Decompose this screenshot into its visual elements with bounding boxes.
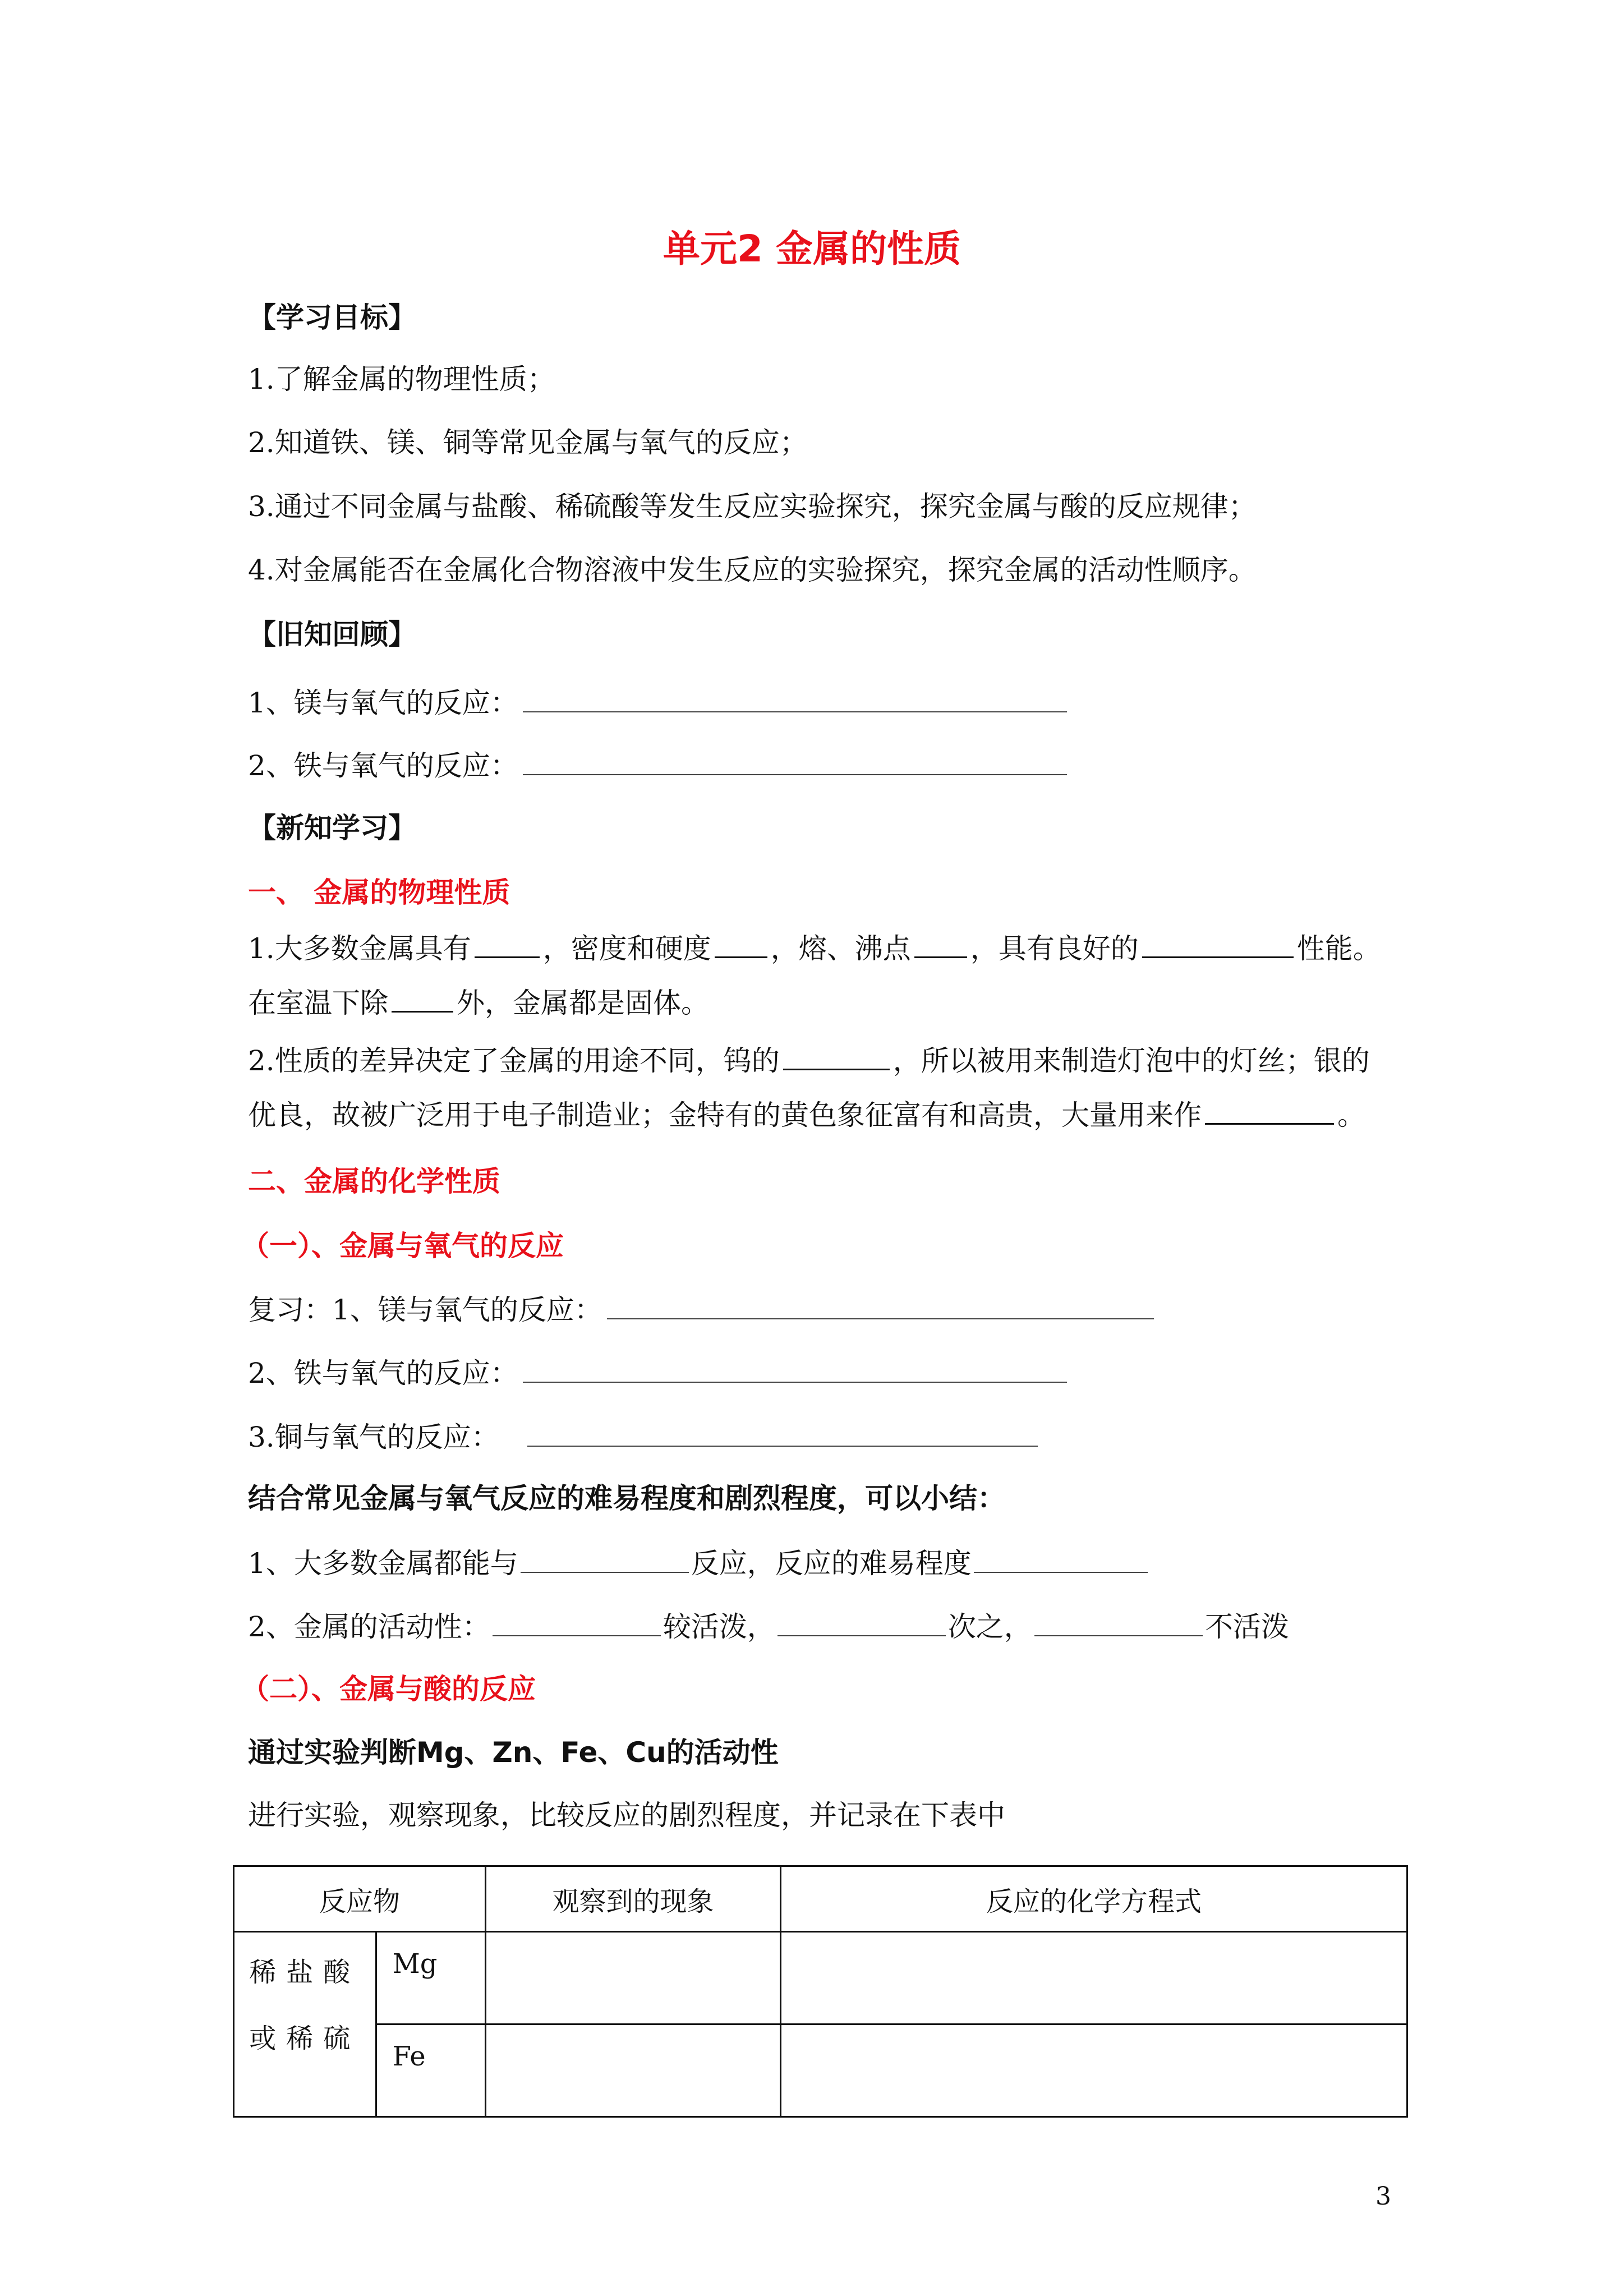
text: 。 — [1337, 1099, 1365, 1131]
paragraph — [248, 928, 1381, 966]
section-title: 一、 金属的物理性质 — [248, 876, 510, 909]
subsection-title: （二）、金属与酸的反应 — [241, 1673, 536, 1705]
summary-item — [248, 1544, 1150, 1581]
text: 性能。 — [1296, 932, 1381, 965]
experiment-heading: 通过实验判断Mg、Zn、Fe、Cu的活动性 — [248, 1736, 779, 1769]
text: ，密度和硬度 — [542, 932, 711, 965]
phenomenon-cell[interactable] — [486, 2024, 781, 2117]
goal-item: 1.了解金属的物理性质； — [248, 363, 555, 395]
text: 3.铜与氧气的反应： — [248, 1421, 499, 1453]
text: 优良，故被广泛用于电子制造业；金特有的黄色象征富有和高贵，大量用来作 — [248, 1099, 1202, 1131]
section-title: 二、金属的化学性质 — [248, 1165, 500, 1198]
answer-blank[interactable] — [521, 1544, 689, 1573]
phenomenon-cell[interactable] — [486, 1932, 781, 2024]
answer-blank[interactable] — [527, 1418, 1038, 1447]
experiment-intro: 进行实验，观察现象，比较反应的剧烈程度，并记录在下表中 — [248, 1799, 1005, 1832]
goal-item: 3.通过不同金属与盐酸、稀硫酸等发生反应实验探究，探究金属与酸的反应规律； — [248, 490, 1257, 523]
text: ，所以被用来制造灯泡中的灯丝；银的 — [892, 1045, 1370, 1077]
text: 次之， — [947, 1611, 1032, 1643]
review-item — [248, 683, 1067, 720]
text: 复习：1、镁与氧气的反应： — [248, 1294, 602, 1326]
equation-cell[interactable] — [781, 1932, 1407, 2024]
text: 1.大多数金属具有 — [248, 932, 471, 965]
answer-blank[interactable] — [715, 928, 767, 958]
answer-blank[interactable] — [493, 1607, 661, 1636]
goal-item: 2.知道铁、镁、铜等常见金属与氧气的反应； — [248, 426, 808, 459]
answer-blank[interactable] — [974, 1544, 1148, 1573]
paragraph — [248, 1041, 1370, 1078]
text: 在室温下除 — [248, 987, 388, 1019]
answer-blank[interactable] — [523, 683, 1067, 712]
text: 2、金属的活动性： — [248, 1611, 490, 1643]
new-heading: 【新知学习】 — [248, 812, 416, 844]
answer-blank[interactable] — [392, 983, 453, 1013]
goal-item: 4.对金属能否在金属化合物溶液中发生反应的实验探究，探究金属的活动性顺序。 — [248, 554, 1257, 586]
page-number: 3 — [1375, 2182, 1391, 2211]
text: 较活泼， — [663, 1611, 775, 1643]
text: 1、大多数金属都能与 — [248, 1547, 518, 1580]
review-item — [248, 1418, 1038, 1455]
answer-blank[interactable] — [523, 746, 1067, 775]
answer-blank[interactable] — [778, 1607, 946, 1636]
header-phenomenon: 观察到的现象 — [486, 1866, 781, 1932]
review-item — [248, 1354, 1067, 1391]
paragraph — [248, 983, 709, 1020]
header-reactant: 反应物 — [234, 1866, 486, 1932]
summary-heading: 结合常见金属与氧气反应的难易程度和剧烈程度，可以小结： — [248, 1482, 1005, 1515]
answer-blank[interactable] — [783, 1041, 890, 1070]
experiment-table — [233, 1865, 1408, 2118]
answer-blank[interactable] — [1205, 1095, 1334, 1125]
table-row — [234, 2024, 1407, 2117]
text: 不活泼 — [1204, 1611, 1289, 1643]
header-equation: 反应的化学方程式 — [781, 1866, 1407, 1932]
equation-cell[interactable] — [781, 2024, 1407, 2117]
answer-blank[interactable] — [607, 1290, 1154, 1319]
text: 2.性质的差异决定了金属的用途不同，钨的 — [248, 1045, 780, 1077]
review-item — [248, 1290, 1154, 1327]
summary-item — [248, 1607, 1289, 1644]
page-title: 单元2 金属的性质 — [663, 227, 961, 270]
paragraph — [248, 1095, 1365, 1133]
reactant-group-label: 稀盐酸或稀硫 — [234, 1932, 376, 2117]
text: ，熔、沸点 — [770, 932, 911, 965]
subsection-title: （一）、金属与氧气的反应 — [241, 1230, 564, 1262]
text: 2、铁与氧气的反应： — [248, 1357, 518, 1389]
review-label: 2、铁与氧气的反应： — [248, 749, 518, 782]
metal-cell: Mg — [376, 1932, 485, 2024]
goals-heading: 【学习目标】 — [248, 301, 416, 334]
answer-blank[interactable] — [475, 928, 540, 958]
review-item — [248, 746, 1067, 783]
text: 外，金属都是固体。 — [457, 987, 709, 1019]
text: ，具有良好的 — [970, 932, 1139, 965]
answer-blank[interactable] — [523, 1354, 1067, 1383]
review-label: 1、镁与氧气的反应： — [248, 687, 518, 719]
table-header-row — [234, 1866, 1407, 1932]
answer-blank[interactable] — [1034, 1607, 1203, 1636]
answer-blank[interactable] — [1142, 928, 1294, 958]
review-heading: 【旧知回顾】 — [248, 618, 416, 651]
table-row — [234, 1932, 1407, 2024]
answer-blank[interactable] — [914, 928, 967, 958]
metal-cell: Fe — [376, 2024, 485, 2117]
text: 反应，反应的难易程度 — [691, 1547, 972, 1580]
